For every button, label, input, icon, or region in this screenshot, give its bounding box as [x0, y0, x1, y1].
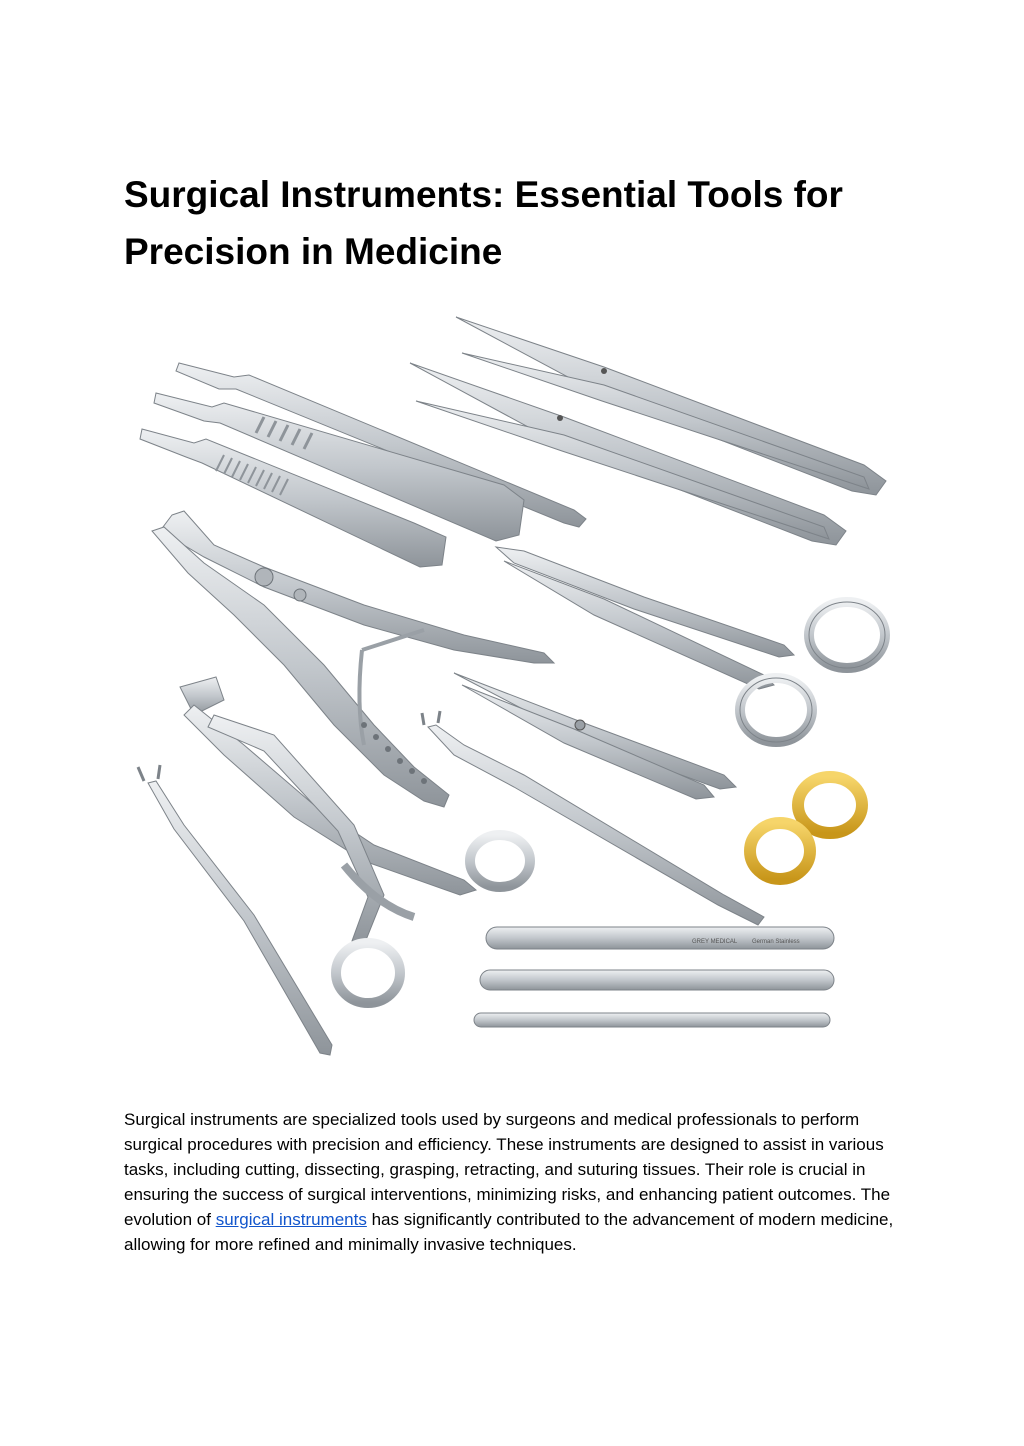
steel-engraving: German Stainless — [752, 939, 800, 945]
scalpel-handle-1 — [176, 363, 586, 527]
uterine-dilator-3 — [474, 1013, 830, 1027]
uterine-dilator-2 — [480, 970, 834, 990]
surgical-instruments-photo — [124, 305, 904, 1065]
intro-paragraph — [124, 1107, 914, 1257]
page-title: Surgical Instruments: Essential Tools for Precision in Medicine — [124, 174, 843, 272]
brand-engraving: GREY MEDICAL — [692, 939, 738, 945]
surgical-instruments-link[interactable]: surgical instruments — [215, 1210, 367, 1229]
paragraph-text-before-link: Surgical instruments are specialized tools used by surgeons and medical professionals to perform surgical procedures with precision and efficiency. These instruments are designed to assist in various tasks, including cutting, dissecting, grasping, retracting, and suturing tissues. Their role is crucial in ensuring the success of surgical interventions, minimizing risks, and enhancing patient outcomes. The evolution of — [124, 1110, 891, 1229]
paragraph-text-after-link: has significantly contributed to the advancement of modern medicine, allowing for more refined and minimally invasive techniques. — [124, 1210, 894, 1254]
instruments-illustration — [124, 305, 904, 1065]
uterine-dilator-1 — [486, 927, 834, 949]
